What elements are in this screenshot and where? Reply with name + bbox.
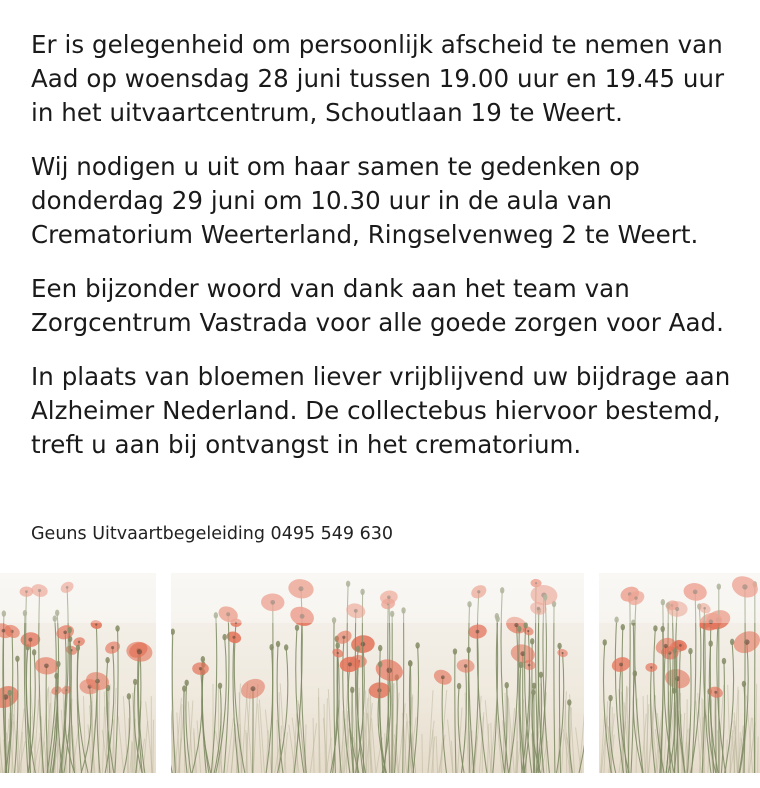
paragraph-donation: In plaats van bloemen liever vrijblijvend uw bijdrage aan Alzheimer Nederland. De collectebus hiervoor bestemd, treft u aan bij ontvangst in het crematorium. xyxy=(31,362,731,459)
poppy-field-image-left xyxy=(0,573,156,773)
funeral-director-contact: Geuns Uitvaartbegeleiding 0495 549 630 xyxy=(31,524,394,544)
paragraph-thanks: Een bijzonder woord van dank aan het team van Zorgcentrum Vastrada voor alle goede zorgen voor Aad. xyxy=(31,274,724,337)
poppy-field-image xyxy=(0,573,156,773)
poppy-field-image-center xyxy=(171,573,584,773)
poppy-field-image xyxy=(171,573,584,773)
poppy-field-image xyxy=(599,573,760,773)
paragraph-farewell: Er is gelegenheid om persoonlijk afscheid te nemen van Aad op woensdag 28 juni tussen 19.00 uur en 19.45 uur in het uitvaartcentrum, Schoutlaan 19 te Weert. xyxy=(31,30,725,127)
notice-text xyxy=(31,28,743,482)
paragraph-memorial: Wij nodigen u uit om haar samen te gedenken op donderdag 29 juni om 10.30 uur in de aula van Crematorium Weerterland, Ringselvenweg 2 te Weert. xyxy=(31,152,699,249)
poppy-field-image-right xyxy=(599,573,760,773)
